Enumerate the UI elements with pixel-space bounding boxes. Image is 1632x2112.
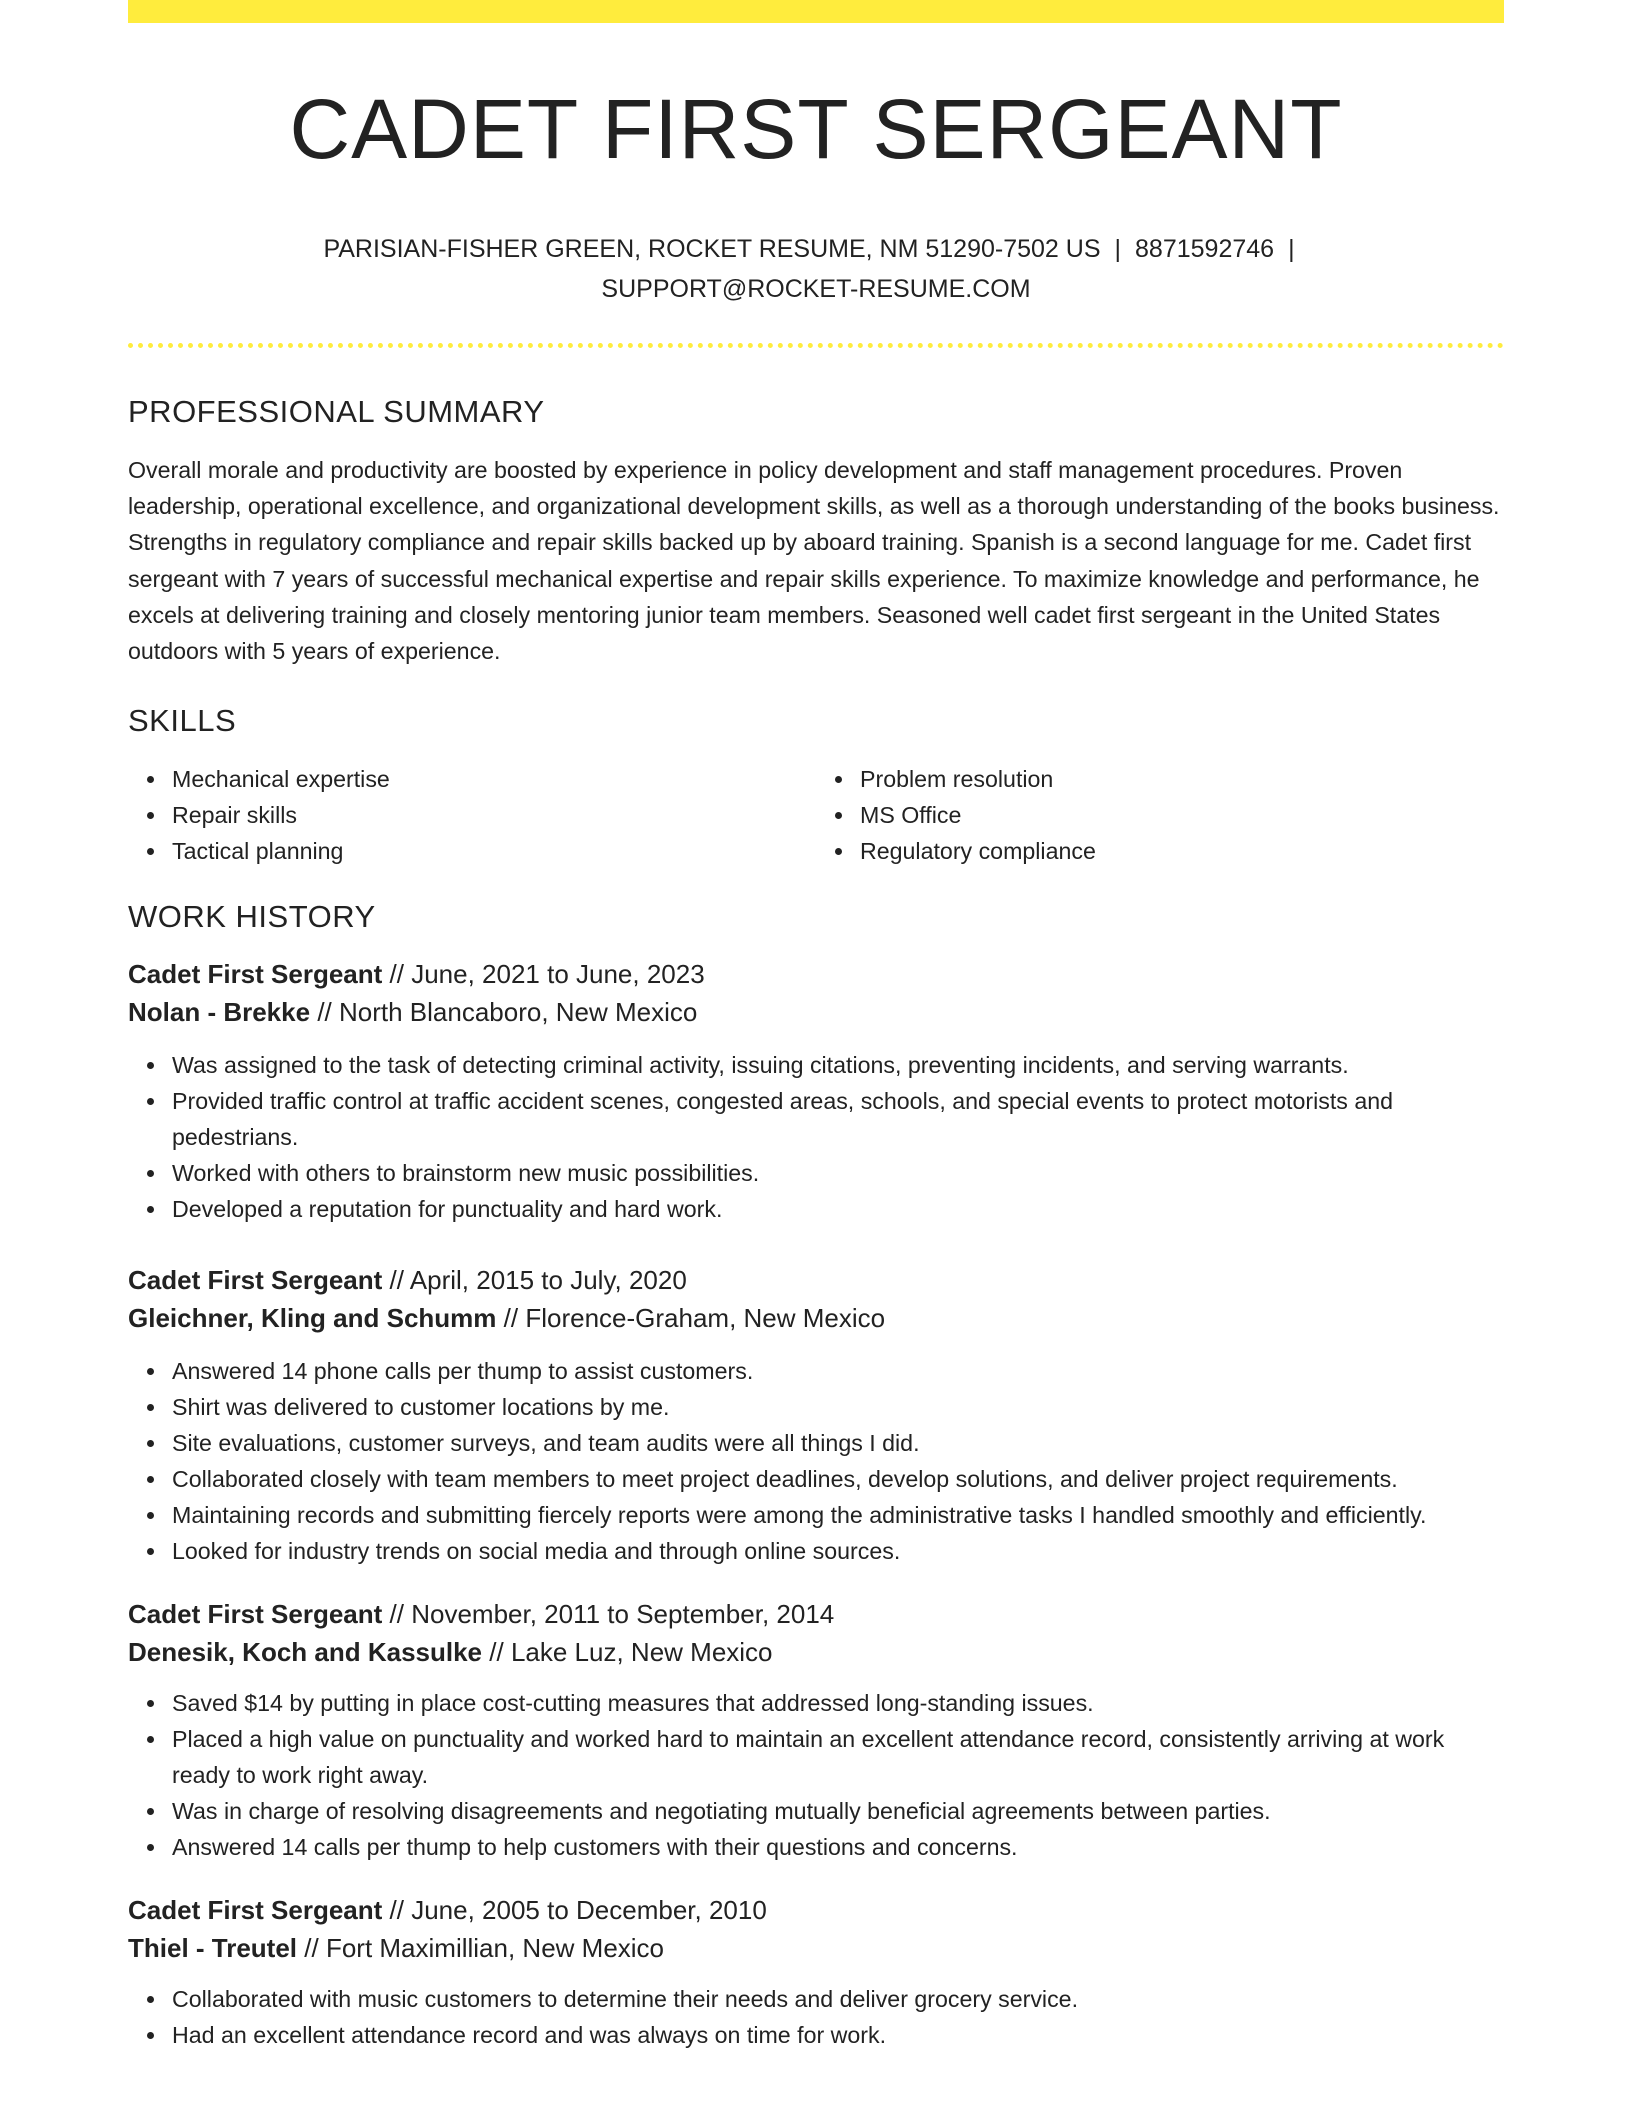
job-bullet: Answered 14 calls per thump to help customers with their questions and concerns. — [172, 1829, 1504, 1865]
job-company: Thiel - Treutel — [128, 1933, 298, 1964]
skill-item: MS Office — [860, 797, 1504, 833]
skill-item: Problem resolution — [860, 761, 1504, 797]
section-title-summary: PROFESSIONAL SUMMARY — [128, 394, 545, 429]
job-entry — [128, 955, 1504, 1227]
section-title-work-history: WORK HISTORY — [128, 899, 376, 935]
skill-item: Regulatory compliance — [860, 833, 1504, 869]
job-location: Florence-Graham, New Mexico — [525, 1303, 886, 1334]
job-company-line — [128, 1299, 1504, 1337]
job-entry — [128, 1891, 1504, 2053]
job-dates: June, 2021 to June, 2023 — [411, 959, 705, 990]
contact-separator: | — [1114, 235, 1122, 263]
job-bullet: Had an excellent attendance record and was always on time for work. — [172, 2017, 1504, 2053]
accent-top-bar — [128, 0, 1504, 23]
job-separator: // — [389, 959, 404, 990]
job-entry — [128, 1261, 1504, 1569]
job-company: Nolan - Brekke — [128, 997, 311, 1028]
job-bullets — [128, 1047, 1504, 1227]
job-company-line — [128, 993, 1504, 1031]
job-dates: June, 2005 to December, 2010 — [411, 1895, 767, 1926]
job-bullet: Looked for industry trends on social media and through online sources. — [172, 1533, 1504, 1569]
skills-column-right — [816, 761, 1504, 869]
contact-phone: 8871592746 — [1135, 235, 1275, 263]
summary-paragraph: Overall morale and productivity are boosted by experience in policy development and staff management procedures. Proven leadership, operational excellence, and organizational development skills, as well as a thorough understanding of the books business. Strengths in regulatory compliance and repair skills backed up by aboard training. Spanish is a second language for me. Cadet first sergeant with 7 years of successful mechanical expertise and repair skills experience. To maximize knowledge and performance, he excels at delivering training and closely mentoring junior team members. Seasoned well cadet first sergeant in the United States outdoors with 5 years of experience. — [128, 457, 1500, 665]
job-bullet: Maintaining records and submitting fiercely reports were among the administrative tasks I handled smoothly and efficiently. — [172, 1497, 1504, 1533]
job-bullet: Collaborated closely with team members to meet project deadlines, develop solutions, and deliver project requirements. — [172, 1461, 1504, 1497]
job-title-line — [128, 955, 1504, 993]
job-bullet: Saved $14 by putting in place cost-cutting measures that addressed long-standing issues. — [172, 1685, 1504, 1721]
job-bullets — [128, 1353, 1504, 1569]
job-role: Cadet First Sergeant — [128, 1599, 383, 1630]
contact-email: SUPPORT@ROCKET-RESUME.COM — [601, 275, 1031, 303]
job-separator: // — [389, 1599, 404, 1630]
skill-item: Repair skills — [172, 797, 816, 833]
job-bullet: Provided traffic control at traffic accident scenes, congested areas, schools, and special events to protect motorists and pedestrians. — [172, 1083, 1504, 1155]
job-separator: // — [389, 1895, 404, 1926]
job-company-line — [128, 1929, 1504, 1967]
job-company: Denesik, Koch and Kassulke — [128, 1637, 483, 1668]
resume-name: CADET FIRST SERGEANT — [289, 82, 1343, 176]
skill-item: Tactical planning — [172, 833, 816, 869]
skills-grid — [128, 761, 1504, 869]
contact-address: PARISIAN-FISHER GREEN, ROCKET RESUME, NM 51290-7502 US — [323, 235, 1101, 263]
job-bullet: Shirt was delivered to customer locations by me. — [172, 1389, 1504, 1425]
contact-info — [128, 229, 1504, 309]
section-title-skills: SKILLS — [128, 703, 237, 739]
job-location: Lake Luz, New Mexico — [510, 1637, 773, 1668]
job-location: North Blancaboro, New Mexico — [339, 997, 698, 1028]
job-role: Cadet First Sergeant — [128, 1265, 383, 1296]
job-role: Cadet First Sergeant — [128, 959, 383, 990]
job-location: Fort Maximillian, New Mexico — [325, 1933, 665, 1964]
contact-separator: | — [1288, 235, 1295, 263]
job-separator: // — [304, 1933, 319, 1964]
job-bullet: Placed a high value on punctuality and worked hard to maintain an excellent attendance record, consistently arriving at work ready to work right away. — [172, 1721, 1504, 1793]
job-separator: // — [503, 1303, 519, 1334]
job-title-line — [128, 1261, 1504, 1299]
job-bullet: Site evaluations, customer surveys, and team audits were all things I did. — [172, 1425, 1504, 1461]
job-bullets — [128, 1685, 1504, 1865]
job-separator: // — [489, 1637, 504, 1668]
job-entry — [128, 1595, 1504, 1865]
skill-item: Mechanical expertise — [172, 761, 816, 797]
job-role: Cadet First Sergeant — [128, 1895, 383, 1926]
job-company: Gleichner, Kling and Schumm — [128, 1303, 497, 1334]
job-company-line — [128, 1633, 1504, 1671]
job-bullet: Answered 14 phone calls per thump to assist customers. — [172, 1353, 1504, 1389]
skills-column-left — [128, 761, 816, 869]
job-bullet: Collaborated with music customers to determine their needs and deliver grocery service. — [172, 1981, 1504, 2017]
job-separator: // — [389, 1265, 404, 1296]
job-bullet: Worked with others to brainstorm new music possibilities. — [172, 1155, 1504, 1191]
job-bullet: Developed a reputation for punctuality and hard work. — [172, 1191, 1504, 1227]
job-bullet: Was assigned to the task of detecting criminal activity, issuing citations, preventing incidents, and serving warrants. — [172, 1047, 1504, 1083]
job-dates: April, 2015 to July, 2020 — [409, 1265, 687, 1296]
job-title-line — [128, 1891, 1504, 1929]
resume-page — [128, 0, 1504, 2112]
job-dates: November, 2011 to September, 2014 — [411, 1599, 835, 1630]
dotted-divider — [128, 343, 1504, 348]
job-bullet: Was in charge of resolving disagreements and negotiating mutually beneficial agreements between parties. — [172, 1793, 1504, 1829]
job-bullets — [128, 1981, 1504, 2053]
job-title-line — [128, 1595, 1504, 1633]
job-separator: // — [317, 997, 332, 1028]
